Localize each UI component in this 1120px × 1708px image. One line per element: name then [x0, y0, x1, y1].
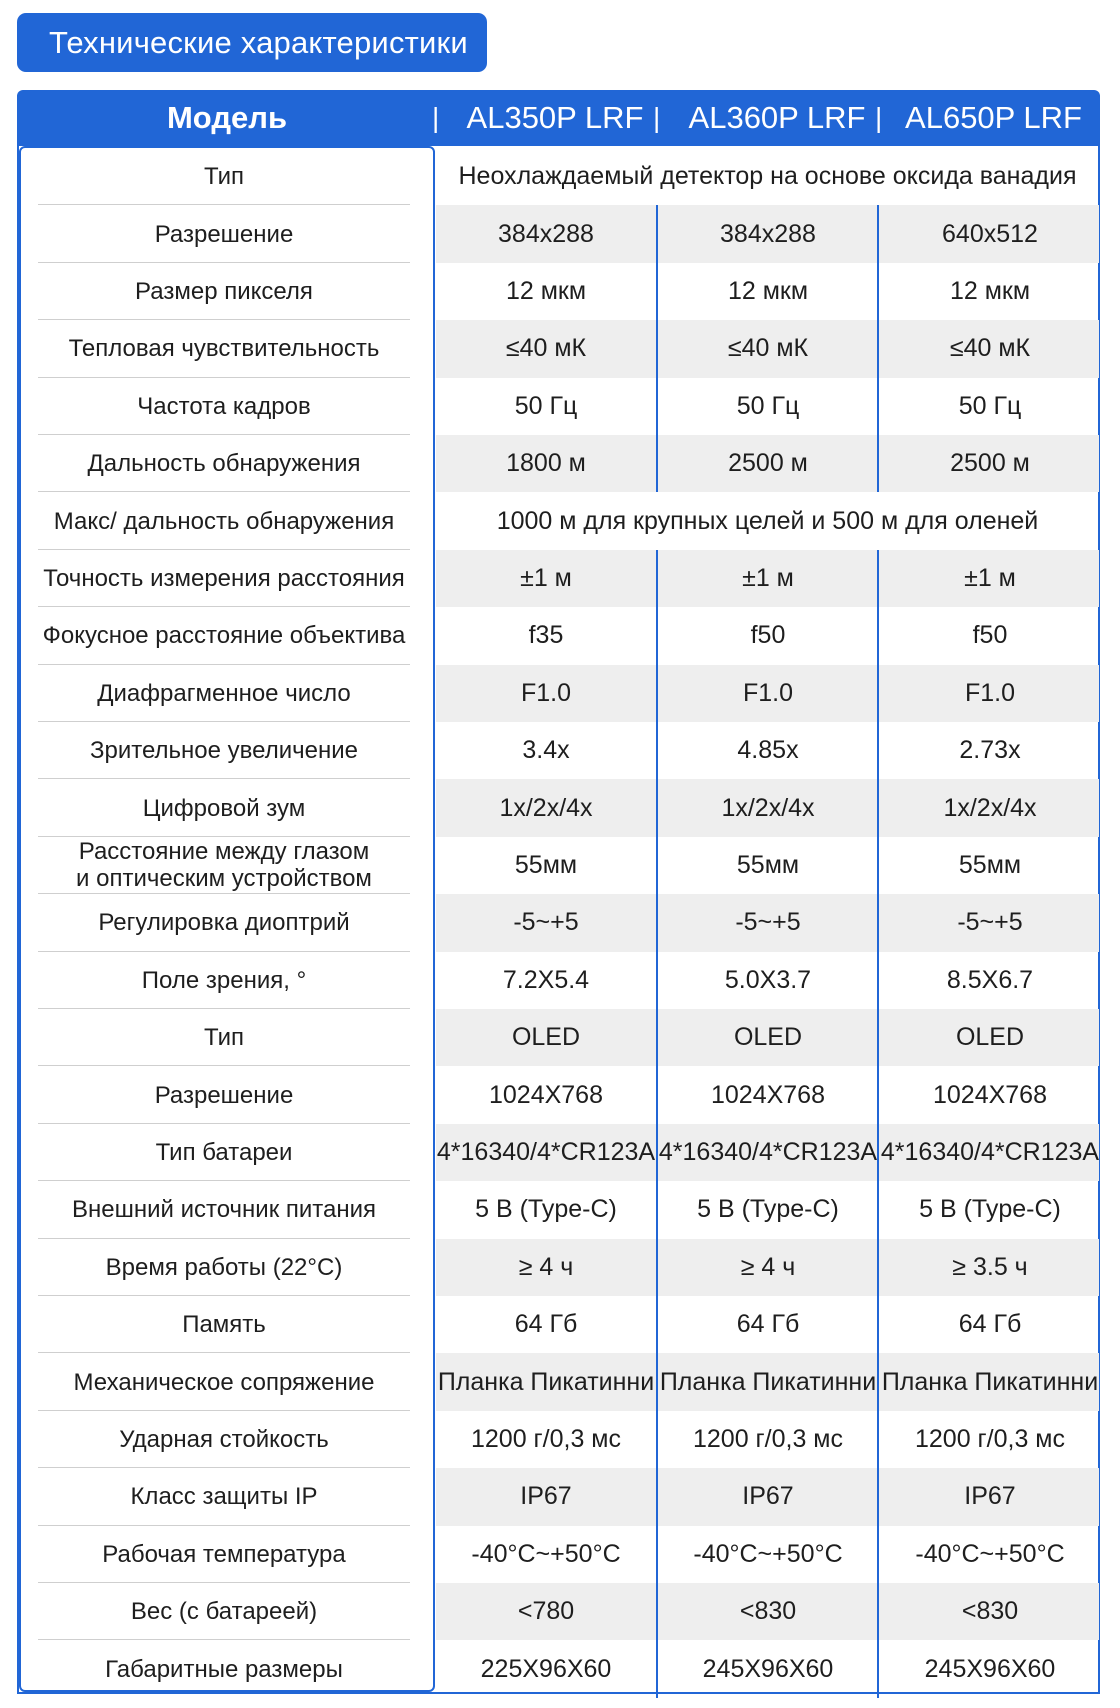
table-row: [0, 1181, 1120, 1238]
column-separator: [877, 550, 879, 1698]
spec-value-model-2: 1200 г/0,3 мс: [692, 1424, 843, 1453]
header-separator: |: [653, 102, 661, 133]
spec-value-model-2: 245X96X60: [702, 1654, 834, 1683]
spec-value-model-1: F1.0: [520, 678, 572, 707]
table-row: [0, 550, 1120, 607]
spec-label: Габаритные размеры: [105, 1655, 343, 1683]
table-row: [0, 378, 1120, 435]
spec-value-model-1: 1800 м: [506, 449, 586, 478]
spec-value-model-3: 12 мкм: [949, 276, 1031, 305]
spec-value-model-3: 1024X768: [932, 1080, 1047, 1109]
column-separator: [877, 205, 879, 492]
table-row: [0, 320, 1120, 377]
spec-value-model-1: OLED: [511, 1023, 581, 1052]
spec-value-model-3: 1x/2x/4x: [943, 793, 1037, 822]
spec-value-model-1: 7.2X5.4: [502, 965, 590, 994]
spec-value-model-2: 384x288: [720, 219, 816, 248]
spec-value-model-3: f50: [972, 621, 1008, 650]
spec-value-model-2: -40°C~+50°C: [693, 1539, 843, 1568]
spec-label: Частота кадров: [137, 392, 311, 420]
spec-label: Диафрагменное число: [97, 679, 351, 707]
spec-label: Внешний источник питания: [71, 1196, 376, 1224]
spec-value-model-3: -40°C~+50°C: [915, 1539, 1065, 1568]
spec-value-model-1: 225X96X60: [480, 1654, 612, 1683]
spec-value-model-3: 2500 м: [950, 449, 1030, 478]
spec-value-model-2: 5.0X3.7: [724, 965, 812, 994]
spec-value-model-3: ±1 м: [964, 563, 1016, 592]
model-column-header: Модель: [166, 100, 288, 135]
spec-value-model-3: OLED: [955, 1023, 1025, 1052]
column-separator: [656, 550, 658, 1698]
spec-value-model-2: f50: [750, 621, 786, 650]
spec-value-model-1: 4*16340/4*CR123A: [436, 1137, 656, 1166]
spec-value-model-2: 12 мкм: [727, 276, 809, 305]
spec-value-model-2: 1x/2x/4x: [721, 793, 815, 822]
spec-value-model-3: 2.73x: [959, 736, 1021, 765]
spec-value-model-3: 64 Гб: [958, 1310, 1022, 1339]
spec-value-spanning: Неохлаждаемый детектор на основе оксида ванадия: [458, 162, 1077, 191]
spec-value-model-2: IP67: [742, 1482, 794, 1511]
table-row: [0, 1526, 1120, 1583]
spec-value-model-2: F1.0: [742, 678, 794, 707]
spec-label: Тип: [203, 1024, 244, 1052]
spec-value-model-2: 64 Гб: [736, 1310, 800, 1339]
spec-value-model-1: 1024X768: [488, 1080, 603, 1109]
table-row: [0, 1239, 1120, 1296]
spec-value-model-3: 5 В (Type-C): [919, 1195, 1061, 1224]
model-header-3: AL650P LRF: [905, 100, 1082, 135]
spec-label: Память: [182, 1311, 266, 1339]
spec-label: Тип: [203, 163, 244, 191]
table-row: [0, 1583, 1120, 1640]
header-separator: |: [432, 102, 440, 133]
spec-value-model-3: <830: [961, 1597, 1019, 1626]
spec-label: Механическое сопряжение: [73, 1368, 375, 1396]
spec-label: Разрешение: [154, 220, 294, 248]
spec-value-model-1: 1200 г/0,3 мс: [470, 1424, 621, 1453]
table-row: [0, 1411, 1120, 1468]
spec-value-model-1: <780: [517, 1597, 575, 1626]
spec-label: Зрительное увеличение: [90, 737, 358, 765]
spec-value-model-1: ≤40 мК: [505, 334, 587, 363]
spec-value-model-1: ±1 м: [520, 563, 572, 592]
spec-label: Разрешение: [154, 1081, 294, 1109]
spec-value-model-1: IP67: [520, 1482, 572, 1511]
spec-value-model-3: ≤40 мК: [949, 334, 1031, 363]
spec-value-model-1: -5~+5: [513, 908, 579, 937]
spec-label: Тип батареи: [155, 1138, 293, 1166]
table-row: [0, 1009, 1120, 1066]
spec-value-model-1: 50 Гц: [514, 391, 578, 420]
spec-value-model-2: 55мм: [736, 850, 800, 879]
spec-label: Ударная стойкость: [119, 1425, 329, 1453]
spec-value-model-3: -5~+5: [957, 908, 1023, 937]
spec-label: Размер пикселя: [135, 277, 313, 305]
spec-value-model-1: 55мм: [514, 850, 578, 879]
spec-label: Регулировка диоптрий: [98, 909, 350, 937]
spec-label: Цифровой зум: [142, 794, 306, 822]
spec-value-model-3: Планка Пикатинни: [881, 1367, 1099, 1396]
spec-value-model-1: 64 Гб: [514, 1310, 578, 1339]
spec-value-model-3: 640x512: [942, 219, 1038, 248]
spec-value-model-1: -40°C~+50°C: [471, 1539, 621, 1568]
spec-value-model-2: Планка Пикатинни: [659, 1367, 877, 1396]
column-separator: [656, 205, 658, 492]
spec-value-model-1: 384x288: [498, 219, 594, 248]
table-row: [0, 263, 1120, 320]
table-row: [0, 837, 1120, 894]
table-row: [0, 1296, 1120, 1353]
table-row: [0, 894, 1120, 951]
spec-label: Поле зрения, °: [141, 966, 307, 994]
spec-value-model-1: 12 мкм: [505, 276, 587, 305]
spec-value-model-3: ≥ 3.5 ч: [952, 1252, 1028, 1281]
table-row: [0, 205, 1120, 262]
table-row: [0, 779, 1120, 836]
table-row: [0, 722, 1120, 779]
spec-value-model-1: f35: [528, 621, 564, 650]
spec-value-spanning: 1000 м для крупных целей и 500 м для оленей: [496, 506, 1039, 535]
spec-value-model-3: IP67: [964, 1482, 1016, 1511]
table-row: [0, 1640, 1120, 1697]
spec-value-model-3: 8.5X6.7: [946, 965, 1034, 994]
spec-value-model-1: 3.4x: [522, 736, 570, 765]
table-row: [0, 607, 1120, 664]
spec-label: Расстояние между глазом и оптическим устройством: [76, 838, 372, 893]
table-row: [0, 665, 1120, 722]
spec-label: Дальность обнаружения: [87, 450, 361, 478]
spec-value-model-3: 55мм: [958, 850, 1022, 879]
spec-value-model-1: ≥ 4 ч: [518, 1252, 574, 1281]
spec-value-model-2: ±1 м: [742, 563, 794, 592]
spec-value-model-2: ≥ 4 ч: [740, 1252, 796, 1281]
spec-value-model-3: 4*16340/4*CR123A: [880, 1137, 1100, 1166]
spec-label: Точность измерения расстояния: [43, 564, 405, 592]
spec-value-model-2: OLED: [733, 1023, 803, 1052]
spec-value-model-2: 1024X768: [710, 1080, 825, 1109]
table-row: [0, 1353, 1120, 1410]
table-row: [0, 1124, 1120, 1181]
spec-value-model-3: 50 Гц: [958, 391, 1022, 420]
spec-value-model-2: -5~+5: [735, 908, 801, 937]
spec-value-model-1: 1x/2x/4x: [499, 793, 593, 822]
spec-label: Макс/ дальность обнаружения: [53, 507, 395, 535]
spec-label: Фокусное расстояние объектива: [42, 622, 406, 650]
spec-label: Рабочая температура: [102, 1540, 346, 1568]
spec-value-model-3: 245X96X60: [924, 1654, 1056, 1683]
model-header-2: AL360P LRF: [688, 100, 866, 135]
spec-value-model-3: 1200 г/0,3 мс: [914, 1424, 1065, 1453]
spec-value-model-1: 5 В (Type-C): [475, 1195, 617, 1224]
table-row: [0, 1066, 1120, 1123]
model-header-1: AL350P LRF: [466, 100, 644, 135]
spec-label: Время работы (22°C): [105, 1253, 343, 1281]
spec-value-model-2: 4.85x: [737, 736, 799, 765]
spec-value-model-2: <830: [739, 1597, 797, 1626]
spec-label: Класс защиты IP: [130, 1483, 318, 1511]
spec-value-model-2: 2500 м: [728, 449, 808, 478]
table-row: [0, 148, 1120, 205]
table-row: [0, 492, 1120, 549]
spec-label: Вес (с батареей): [130, 1598, 318, 1626]
table-row: [0, 952, 1120, 1009]
page-title: Технические характеристики: [17, 13, 487, 72]
spec-value-model-2: ≤40 мК: [727, 334, 809, 363]
spec-value-model-3: F1.0: [964, 678, 1016, 707]
table-header: [17, 90, 1100, 146]
spec-value-model-1: Планка Пикатинни: [437, 1367, 655, 1396]
table-row: [0, 435, 1120, 492]
spec-value-model-2: 5 В (Type-C): [697, 1195, 839, 1224]
spec-label: Тепловая чувствительность: [68, 335, 380, 363]
spec-value-model-2: 4*16340/4*CR123A: [658, 1137, 878, 1166]
table-row: [0, 1468, 1120, 1525]
spec-value-model-2: 50 Гц: [736, 391, 800, 420]
header-separator: |: [875, 102, 883, 133]
